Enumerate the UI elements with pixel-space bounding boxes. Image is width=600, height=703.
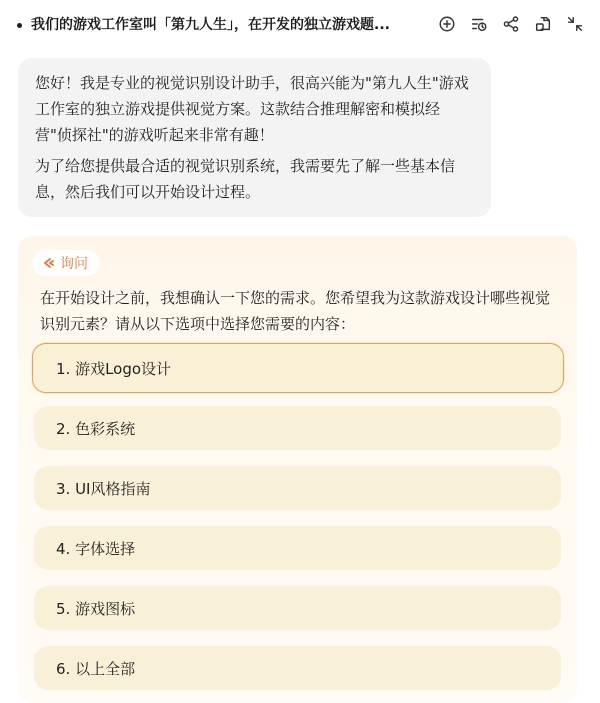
export-icon[interactable] [532, 13, 554, 35]
history-icon[interactable] [468, 13, 490, 35]
ask-badge [32, 250, 100, 276]
share-icon[interactable] [500, 13, 522, 35]
ask-question: 在开始设计之前，我想确认一下您的需求。您希望我为这款游戏设计哪些视觉识别元素？请从以下选项中选择您需要的内容： [40, 289, 551, 333]
message-paragraph: 您好！我是专业的视觉识别设计助手，很高兴能为"第九人生"游戏工作室的独立游戏提供视觉方案。这款结合推理解密和模拟经营"侦探社"的游戏听起来非常有趣！ [35, 74, 469, 144]
option-label: 2. 色彩系统 [56, 419, 136, 438]
ask-badge-label: 询问 [60, 256, 88, 272]
option-label: 4. 字体选择 [56, 539, 136, 558]
option-color-system[interactable] [34, 406, 561, 450]
option-label: 3. UI风格指南 [56, 479, 151, 498]
option-game-icons[interactable] [34, 586, 561, 630]
option-label: 6. 以上全部 [56, 659, 136, 678]
ask-card [18, 236, 577, 703]
option-label: 1. 游戏Logo设计 [56, 359, 172, 378]
collapse-icon[interactable] [564, 13, 586, 35]
option-ui-style-guide[interactable] [34, 466, 561, 510]
chat-header [0, 0, 600, 50]
option-font-selection[interactable] [34, 526, 561, 570]
status-dot [17, 23, 22, 28]
add-circle-icon[interactable] [436, 13, 458, 35]
option-label: 5. 游戏图标 [56, 599, 136, 618]
option-all-of-above[interactable] [34, 646, 561, 690]
ask-icon [42, 257, 54, 269]
assistant-message [18, 58, 491, 217]
header-actions [436, 13, 586, 35]
message-paragraph: 为了给您提供最合适的视觉识别系统，我需要先了解一些基本信息，然后我们可以开始设计过程。 [35, 157, 456, 201]
conversation-title: 我们的游戏工作室叫「第九人生」，在开发的独立游戏题... [31, 17, 390, 33]
option-logo-design[interactable] [32, 343, 564, 393]
